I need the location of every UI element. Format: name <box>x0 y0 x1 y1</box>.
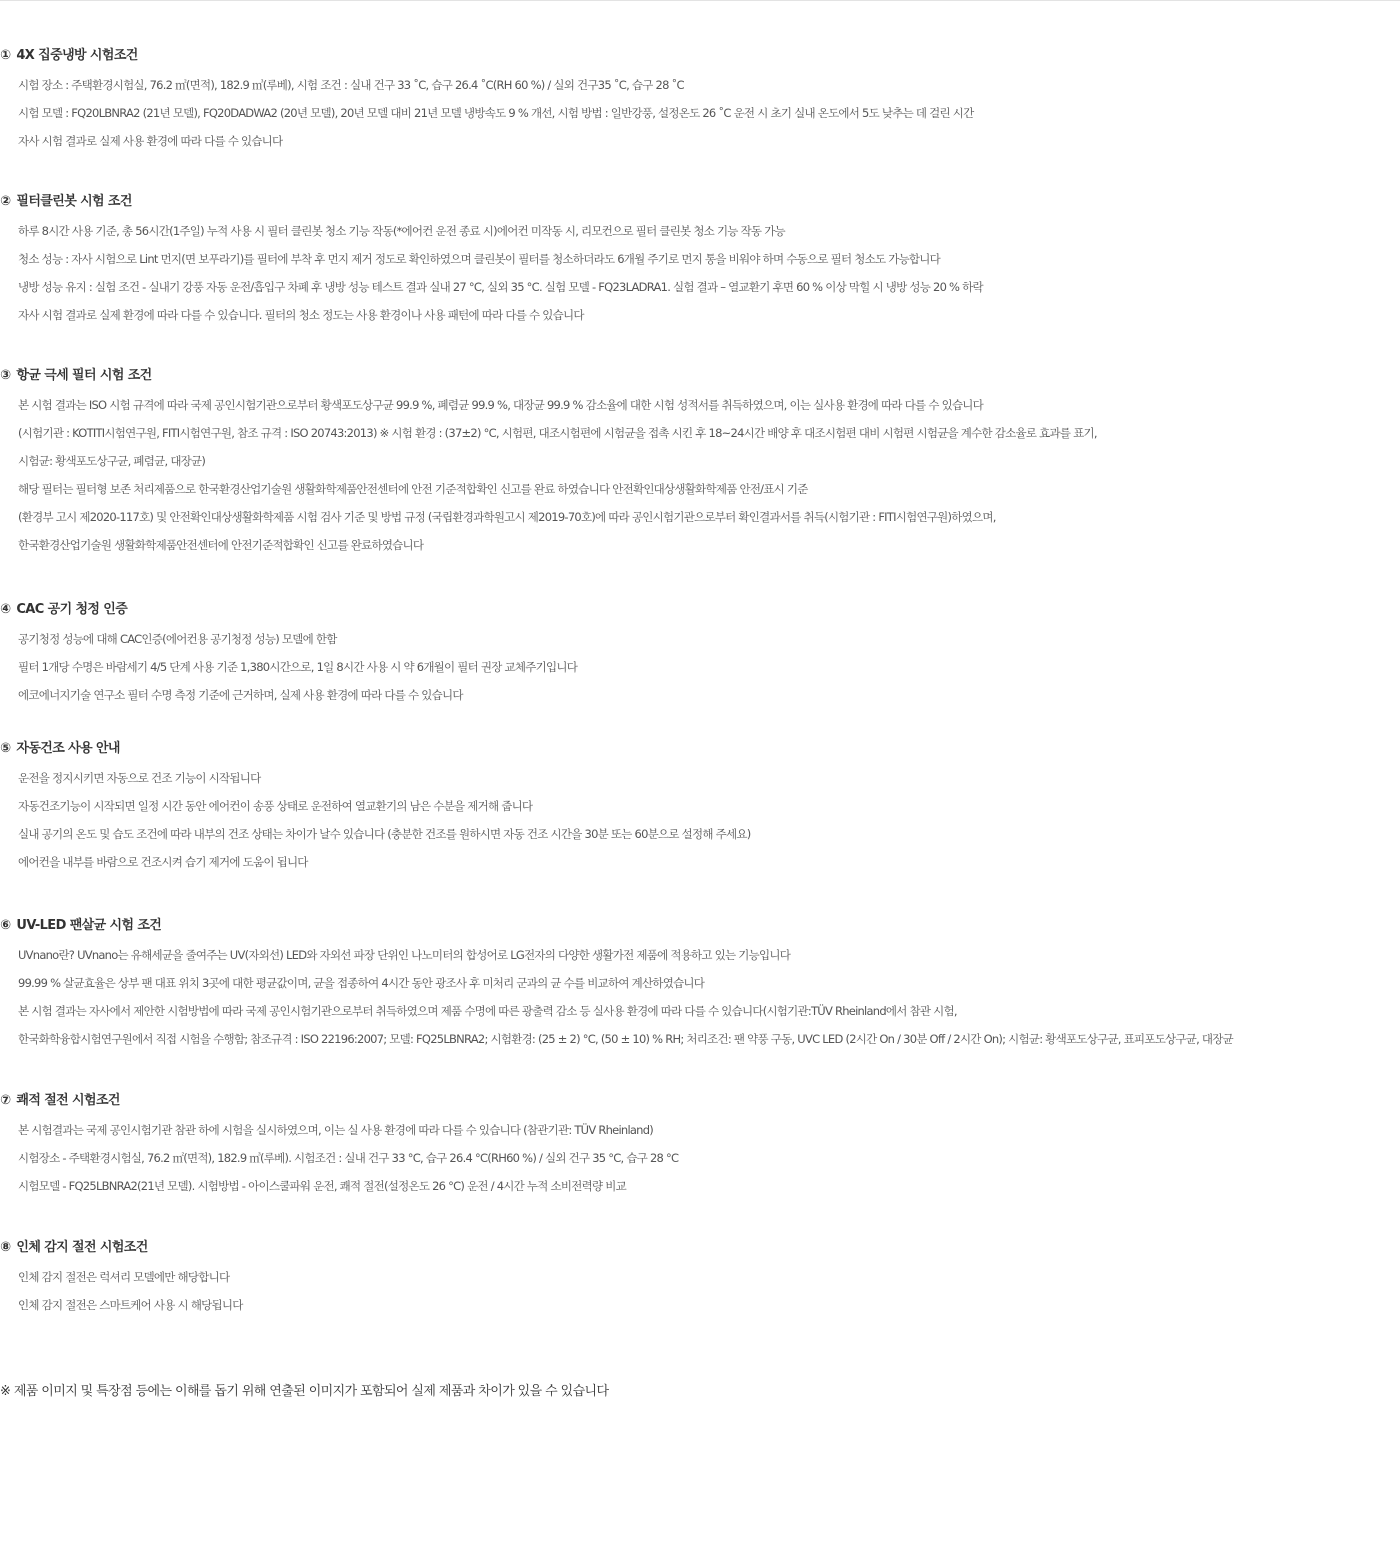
condition-line: 에코에너지기술 연구소 필터 수명 측정 기준에 근거하며, 실제 사용 환경에 따라 다를 수 있습니다 <box>18 688 463 702</box>
condition-line: 필터 1개당 수명은 바람세기 4/5 단계 사용 기준 1,380시간으로, 1일 8시간 사용 시 약 6개월이 필터 권장 교체주기입니다 <box>18 660 578 674</box>
image-disclaimer-footnote: ※ 제품 이미지 및 특장점 등에는 이해를 돕기 위해 연출된 이미지가 포함되어 실제 제품과 차이가 있을 수 있습니다 <box>0 1384 609 1399</box>
condition-line: 자동건조기능이 시작되면 일정 시간 동안 에어컨이 송풍 상태로 운전하여 열교환기의 남은 수분을 제거해 줍니다 <box>18 799 533 813</box>
disclaimer-content <box>0 46 1400 1313</box>
condition-line: 99.99 % 살균효율은 상부 팬 대표 위치 3곳에 대한 평균값이며, 균을 접종하여 4시간 동안 광조사 후 미처리 군과의 균 수를 비교하여 계산하였습니다 <box>18 976 705 990</box>
section-number: ③ <box>0 368 11 383</box>
condition-line: 자사 시험 결과로 실제 환경에 따라 다를 수 있습니다. 필터의 청소 정도는 사용 환경이나 사용 패턴에 따라 다를 수 있습니다 <box>18 308 584 322</box>
section-number: ④ <box>0 602 11 617</box>
condition-line: 인체 감지 절전은 럭셔리 모델에만 해당합니다 <box>18 1270 230 1284</box>
section-number: ⑧ <box>0 1240 11 1255</box>
section-title <box>0 1091 1400 1111</box>
section-title-text: CAC 공기 청정 인증 <box>16 602 128 617</box>
condition-line: 시험 장소 : 주택환경시험실, 76.2 ㎡(면적), 182.9 ㎥(루베), 시험 조건 : 실내 건구 33 ˚C, 습구 26.4 ˚C(RH 60 %) / 실외 건구35 ˚C, 습구 28 ˚C <box>18 78 684 92</box>
section-title-text: 항균 극세 필터 시험 조건 <box>16 368 152 383</box>
condition-line: 운전을 정지시키면 자동으로 건조 기능이 시작됩니다 <box>18 771 261 785</box>
condition-line: 시험장소 - 주택환경시험실, 76.2 ㎡(면적), 182.9 ㎥(루베). 시험조건 : 실내 건구 33 °C, 습구 26.4 °C(RH60 %) / 실외 건구 35 °C, 습구 28 °C <box>18 1151 679 1165</box>
condition-line: 시험 모델 : FQ20LBNRA2 (21년 모델), FQ20DADWA2 (20년 모델), 20년 모델 대비 21년 모델 냉방속도 9 % 개선, 시험 방법 : 일반강풍, 설정온도 26 ˚C 운전 시 초기 실내 온도에서 5도 낮추는 데 걸린 시간 <box>18 106 974 120</box>
condition-line: 본 시험 결과는 ISO 시험 규격에 따라 국제 공인시험기관으로부터 황색포도상구균 99.9 %, 폐렴균 99.9 %, 대장균 99.9 % 감소율에 대한 시험 성적서를 취득하였으며, 이는 실사용 환경에 따라 다를 수 있습니다 <box>18 398 984 412</box>
section-uv-led-fan <box>0 916 1400 1047</box>
section-number: ⑦ <box>0 1093 11 1108</box>
section-number: ⑤ <box>0 741 11 756</box>
section-lines <box>18 397 1400 553</box>
condition-line: (환경부 고시 제2020-117호) 및 안전확인대상생활화학제품 시험 검사 기준 및 방법 규정 (국립환경과학원고시 제2019-70호)에 따라 공인시험기관으로부터 확인결과서를 취득(시험기관 : FITI시험연구원)하였으며, <box>18 510 996 524</box>
condition-line: 청소 성능 : 자사 시험으로 Lint 먼지(면 보푸라기)를 필터에 부착 후 먼지 제거 정도로 확인하였으며 클린봇이 필터를 청소하더라도 6개월 주기로 먼지 통을 비워야 하며 수동으로 필터 청소도 가능합니다 <box>18 252 941 266</box>
section-lines <box>18 77 1400 149</box>
section-human-detection <box>0 1238 1400 1313</box>
condition-line: 본 시험결과는 국제 공인시험기관 참관 하에 시험을 실시하였으며, 이는 실 사용 환경에 따라 다를 수 있습니다 (참관기관: TÜV Rheinland) <box>18 1123 654 1137</box>
section-title-text: 인체 감지 절전 시험조건 <box>16 1240 148 1255</box>
section-title-text: 필터클린봇 시험 조건 <box>16 194 132 209</box>
section-title <box>0 1238 1400 1258</box>
section-filter-cleanbot <box>0 192 1400 323</box>
condition-line: 시험균: 황색포도상구균, 폐렴균, 대장균) <box>18 454 206 468</box>
top-divider <box>0 0 1400 1</box>
section-title-text: 4X 집중냉방 시험조건 <box>16 48 138 63</box>
condition-line: 하루 8시간 사용 기준, 총 56시간(1주일) 누적 사용 시 필터 클린봇 청소 기능 작동(*에어컨 운전 종료 시)에어컨 미작동 시, 리모컨으로 필터 클린봇 청소 기능 작동 가능 <box>18 224 785 238</box>
condition-line: (시험기관 : KOTITI시험연구원, FITI시험연구원, 참조 규격 : ISO 20743:2013) ※ 시험 환경 : (37±2) °C, 시험편, 대조시험편에 시험균을 접촉 시킨 후 18~24시간 배양 후 대조시험편 대비 시험편 시험균을 계수한 감소율로 효과를 표기, <box>18 426 1097 440</box>
section-title <box>0 366 1400 386</box>
section-title <box>0 739 1400 759</box>
section-lines <box>18 631 1400 703</box>
condition-line: 시험모델 - FQ25LBNRA2(21년 모델). 시험방법 - 아이스쿨파워 운전, 쾌적 절전(설정온도 26 °C) 운전 / 4시간 누적 소비전력량 비교 <box>18 1179 626 1193</box>
condition-line: 냉방 성능 유지 : 실험 조건 - 실내기 강풍 자동 운전/흡입구 차폐 후 냉방 성능 테스트 결과 실내 27 °C, 실외 35 °C. 실험 모델 - FQ23LADRA1. 실험 결과 – 열교환기 후면 60 % 이상 막힐 시 냉방 성능 20 % 하락 <box>18 280 983 294</box>
condition-line: 해당 필터는 필터형 보존 처리제품으로 한국환경산업기술원 생활화학제품안전센터에 안전 기준적합확인 신고를 완료 하였습니다 안전확인대상생활화학제품 안전/표시 기준 <box>18 482 808 496</box>
condition-line: 인체 감지 절전은 스마트케어 사용 시 해당됩니다 <box>18 1298 243 1312</box>
section-number: ① <box>0 48 11 63</box>
section-title <box>0 192 1400 212</box>
section-4x-cooling <box>0 46 1400 149</box>
section-cac-certification <box>0 600 1400 703</box>
section-lines <box>18 947 1400 1047</box>
condition-line: 한국환경산업기술원 생활화학제품안전센터에 안전기준적합확인 신고를 완료하였습니다 <box>18 538 424 552</box>
section-title-text: 자동건조 사용 안내 <box>16 741 120 756</box>
condition-line: 공기청정 성능에 대해 CAC인증(에어컨용 공기청정 성능) 모델에 한함 <box>18 632 337 646</box>
section-title-text: 쾌적 절전 시험조건 <box>16 1093 120 1108</box>
section-title <box>0 600 1400 620</box>
section-lines <box>18 770 1400 870</box>
section-auto-dry <box>0 739 1400 870</box>
condition-line: 자사 시험 결과로 실제 사용 환경에 따라 다를 수 있습니다 <box>18 134 283 148</box>
section-comfort-power-saving <box>0 1091 1400 1194</box>
section-title-text: UV-LED 팬살균 시험 조건 <box>16 918 162 933</box>
condition-line: 본 시험 결과는 자사에서 제안한 시험방법에 따라 국제 공인시험기관으로부터 취득하였으며 제품 수명에 따른 광출력 감소 등 실사용 환경에 따라 다를 수 있습니다(시험기관:TÜV Rheinland에서 참관 시험, <box>18 1004 957 1018</box>
condition-line: 한국화학융합시험연구원에서 직접 시험을 수행함; 참조규격 : ISO 22196:2007; 모델: FQ25LBNRA2; 시험환경: (25 ± 2) °C, (50 ± 10) % RH; 처리조건: 팬 약풍 구동, UVC LED (2시간 On / 30분 Off / 2시간 On); 시험균: 황색포도상구균, 표피포도상구균, 대장균 <box>18 1032 1234 1046</box>
section-number: ⑥ <box>0 918 11 933</box>
condition-line: 에어컨을 내부를 바람으로 건조시켜 습기 제거에 도움이 됩니다 <box>18 855 308 869</box>
section-lines <box>18 223 1400 323</box>
section-title <box>0 46 1400 66</box>
section-title <box>0 916 1400 936</box>
condition-line: 실내 공기의 온도 및 습도 조건에 따라 내부의 건조 상태는 차이가 날수 있습니다 (충분한 건조를 원하시면 자동 건조 시간을 30분 또는 60분으로 설정해 주세요) <box>18 827 751 841</box>
section-lines <box>18 1122 1400 1194</box>
section-lines <box>18 1269 1400 1313</box>
section-number: ② <box>0 194 11 209</box>
condition-line: UVnano란? UVnano는 유해세균을 줄여주는 UV(자외선) LED와 자외선 파장 단위인 나노미터의 합성어로 LG전자의 다양한 생활가전 제품에 적용하고 있는 기능입니다 <box>18 948 791 962</box>
section-antibacterial-filter <box>0 366 1400 553</box>
